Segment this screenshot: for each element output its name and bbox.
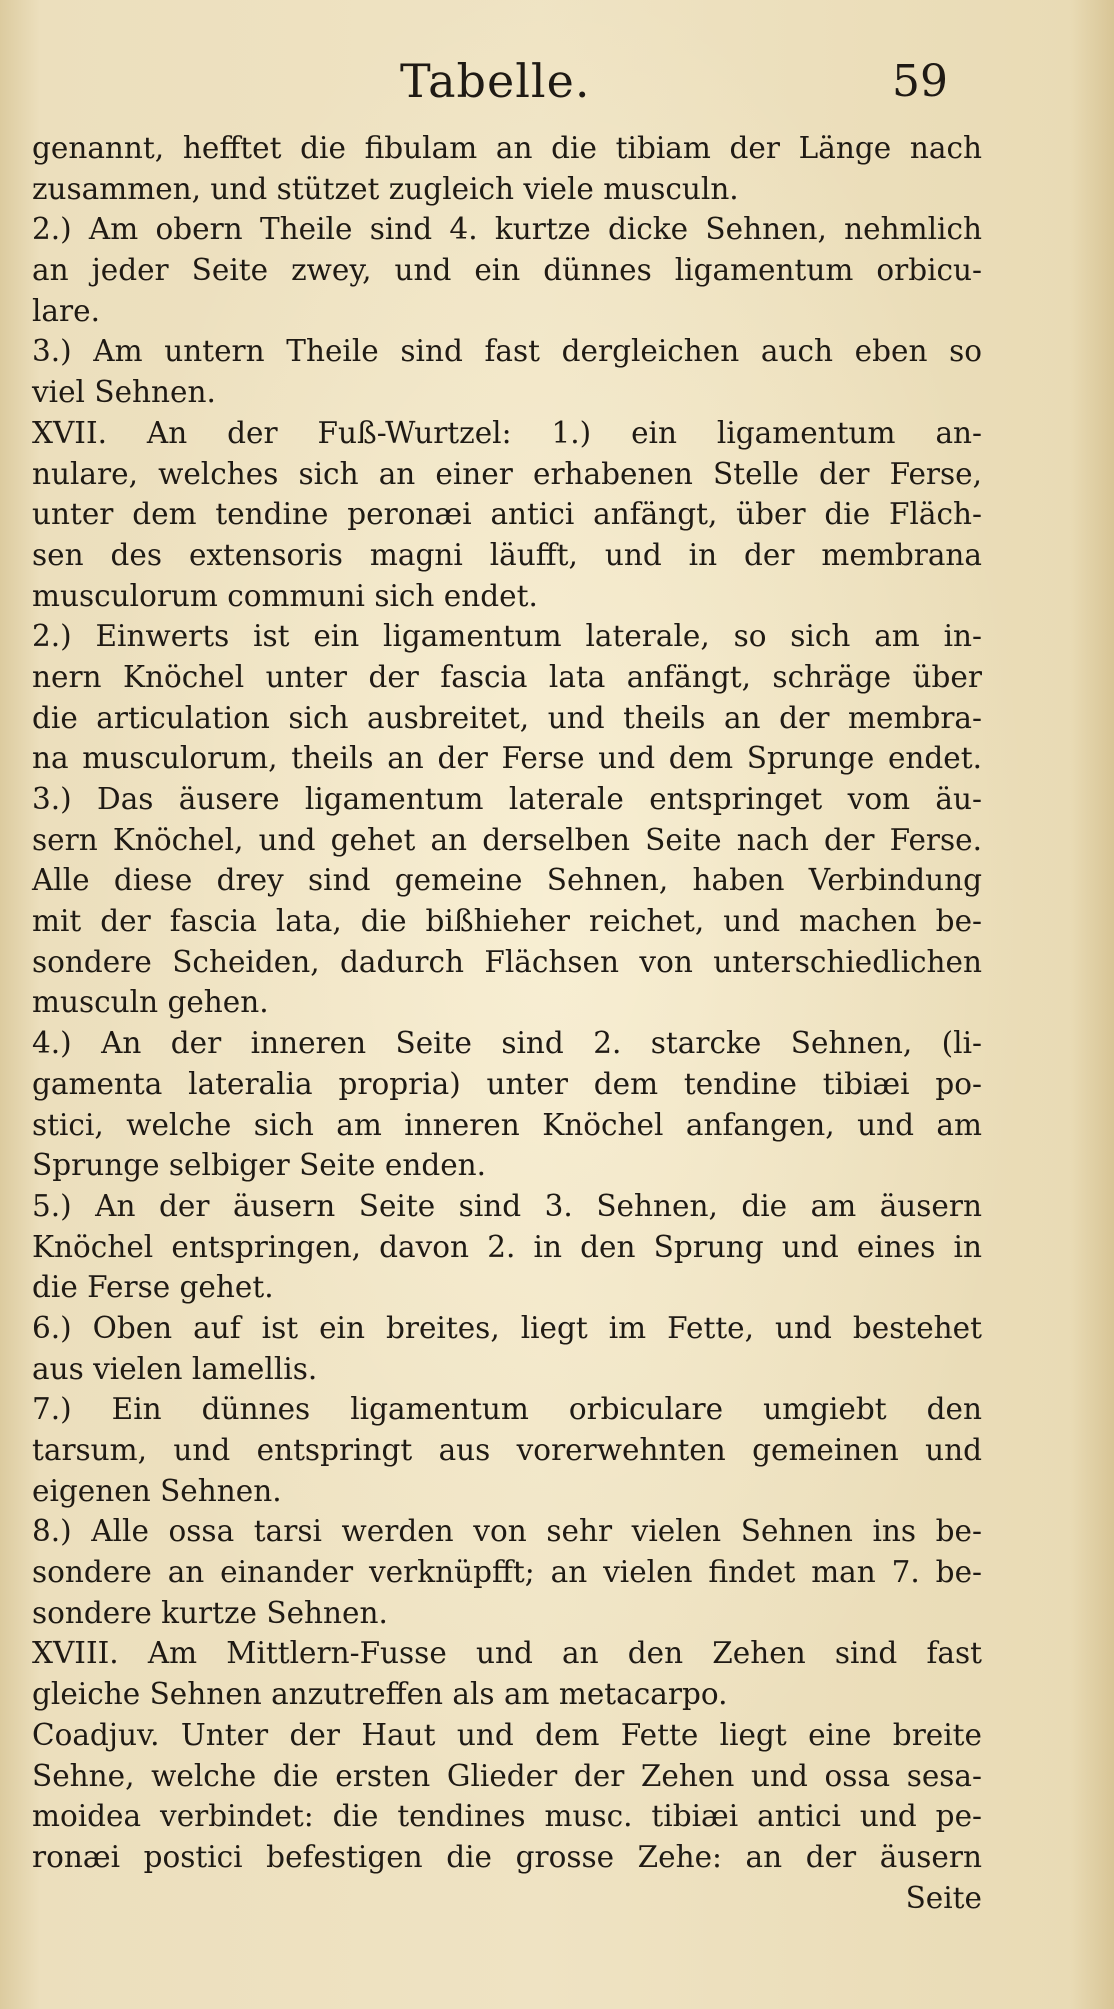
text-line: unter dem tendine peronæi antici anfängt, über die Fläch-	[32, 497, 982, 532]
text-line: 6.) Oben auf ist ein breites, liegt im Fette, und bestehet	[32, 1310, 982, 1345]
page-header	[0, 50, 1114, 120]
text-line: nulare, welches sich an einer erhabenen Stelle der Ferse,	[32, 456, 982, 491]
text-line: nern Knöchel unter der fascia lata anfängt, schräge über	[32, 659, 982, 694]
text-line: sen des extensoris magni läufft, und in der membrana	[32, 537, 982, 572]
text-line: lare.	[32, 293, 100, 328]
text-line: genannt, hefftet die fibulam an die tibiam der Länge nach	[32, 131, 982, 165]
text-line: sondere Scheiden, dadurch Flächsen von unterschiedlichen	[32, 944, 982, 979]
text-line: sern Knöchel, und gehet an derselben Seite nach der Ferse.	[32, 822, 982, 857]
text-line: 8.) Alle ossa tarsi werden von sehr vielen Sehnen ins be-	[32, 1514, 982, 1549]
text-line: Sprunge selbiger Seite enden.	[32, 1148, 487, 1183]
text-line: na musculorum, theils an der Ferse und dem Sprunge endet.	[32, 741, 982, 776]
text-line: sondere kurtze Sehnen.	[32, 1595, 388, 1630]
text-line: Sehne, welche die ersten Glieder der Zehen und ossa sesa-	[32, 1758, 982, 1793]
catchword: Seite	[905, 1880, 982, 1915]
text-line: Knöchel entspringen, davon 2. in den Sprung und eines in	[32, 1229, 982, 1264]
text-line: gamenta lateralia propria) unter dem tendine tibiæi po-	[32, 1066, 982, 1101]
text-line: mit der fascia lata, die bißhieher reichet, und machen be-	[32, 904, 982, 939]
text-line: aus vielen lamellis.	[32, 1351, 318, 1386]
text-line: XVII. An der Fuß-Wurtzel: 1.) ein ligamentum an-	[32, 415, 982, 450]
text-line: 4.) An der inneren Seite sind 2. starcke Sehnen, (li-	[32, 1026, 982, 1061]
text-line: gleiche Sehnen anzutreffen als am metacarpo.	[32, 1677, 728, 1712]
text-line: 7.) Ein dünnes ligamentum orbiculare umgiebt den	[32, 1392, 982, 1427]
text-line: die Ferse gehet.	[32, 1270, 274, 1305]
text-line: moidea verbindet: die tendines musc. tibiæi antici und pe-	[32, 1799, 982, 1834]
text-line: musculorum communi sich endet.	[32, 578, 538, 613]
text-line: zusammen, und stützet zugleich viele musculn.	[32, 171, 739, 206]
text-line: ronæi postici befestigen die grosse Zehe: an der äusern	[32, 1839, 982, 1874]
text-line: viel Sehnen.	[32, 375, 216, 410]
text-line: die articulation sich ausbreitet, und theils an der membra-	[32, 700, 982, 735]
text-line: Alle diese drey sind gemeine Sehnen, haben Verbindung	[32, 863, 982, 898]
text-line: tarsum, und entspringt aus vorerwehnten gemeinen und	[32, 1433, 982, 1467]
text-body	[32, 128, 982, 1918]
text-line: 5.) An der äusern Seite sind 3. Sehnen, die am äusern	[32, 1188, 982, 1223]
text-line: 3.) Am untern Theile sind fast dergleichen auch eben so	[32, 334, 982, 369]
text-line: eigenen Sehnen.	[32, 1473, 282, 1508]
page-title: Tabelle.	[400, 54, 591, 108]
text-line: Coadjuv. Unter der Haut und dem Fette liegt eine breite	[32, 1717, 982, 1752]
text-line: 3.) Das äusere ligamentum laterale entspringet vom äu-	[32, 782, 982, 816]
page-number: 59	[892, 56, 948, 107]
text-line: sondere an einander verknüpfft; an vielen findet man 7. be-	[32, 1555, 982, 1590]
text-line: musculn gehen.	[32, 985, 269, 1020]
text-line: stici, welche sich am inneren Knöchel anfangen, und am	[32, 1107, 982, 1142]
text-line: 2.) Am obern Theile sind 4. kurtze dicke Sehnen, nehmlich	[32, 212, 982, 247]
text-line: XVIII. Am Mittlern-Fusse und an den Zehen sind fast	[32, 1636, 982, 1671]
text-line: 2.) Einwerts ist ein ligamentum laterale, so sich am in-	[32, 619, 982, 654]
text-line: an jeder Seite zwey, und ein dünnes ligamentum orbicu-	[32, 253, 982, 288]
